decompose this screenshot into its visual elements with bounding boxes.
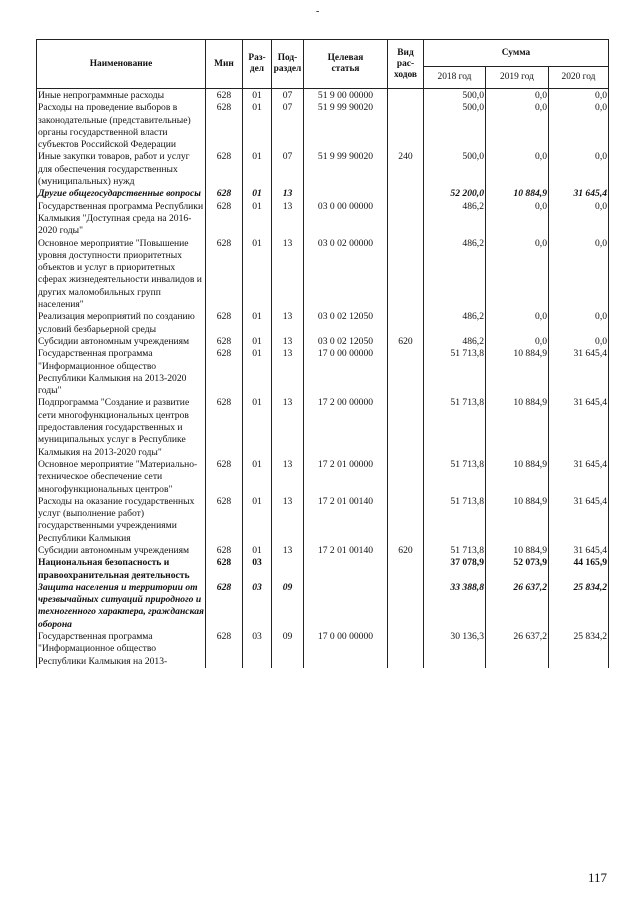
row-target-article: 17 0 00 00000 <box>304 631 388 668</box>
row-ministry: 628 <box>206 348 243 397</box>
row-ministry: 628 <box>206 496 243 545</box>
row-name: Подпрограмма "Создание и развитие сети многофункциональных центров предоставления государственных и муниципальных услуг в Республике Калмыкия на 2013-2020 годы" <box>37 397 206 458</box>
row-target-article <box>304 557 388 582</box>
row-name: Расходы на проведение выборов в законодательные (представительные) органы государственной власти субъектов Российской Федерации <box>37 102 206 151</box>
header-razdel: Раз- дел <box>243 40 272 89</box>
row-expense-type <box>388 557 424 582</box>
row-section: 01 <box>243 89 272 103</box>
row-ministry: 628 <box>206 397 243 458</box>
row-sum-2020: 0,0 <box>549 89 609 103</box>
row-subsection: 13 <box>272 201 304 238</box>
row-sum-2018: 486,2 <box>424 238 486 312</box>
row-subsection: 09 <box>272 631 304 668</box>
row-sum-2019: 10 884,9 <box>486 188 549 200</box>
row-sum-2018: 486,2 <box>424 336 486 348</box>
table-row <box>37 397 609 458</box>
row-name: Реализация мероприятий по созданию условий безбарьерной среды <box>37 311 206 336</box>
row-name: Государственная программа "Информационное общество Республики Калмыкия на 2013- <box>37 631 206 668</box>
row-section: 01 <box>243 238 272 312</box>
row-sum-2019: 0,0 <box>486 151 549 188</box>
row-subsection: 07 <box>272 151 304 188</box>
row-sum-2019: 10 884,9 <box>486 397 549 458</box>
header-podrazdel: Под- раздел <box>272 40 304 89</box>
row-expense-type: 620 <box>388 336 424 348</box>
header-2018: 2018 год <box>424 67 486 89</box>
row-sum-2020: 31 645,4 <box>549 459 609 496</box>
row-sum-2020: 31 645,4 <box>549 496 609 545</box>
row-section: 01 <box>243 336 272 348</box>
row-sum-2019: 0,0 <box>486 201 549 238</box>
row-name: Субсидии автономным учреждениям <box>37 545 206 557</box>
row-expense-type <box>388 582 424 631</box>
row-sum-2018: 486,2 <box>424 201 486 238</box>
table-row <box>37 631 609 668</box>
row-sum-2019: 10 884,9 <box>486 496 549 545</box>
row-sum-2019: 0,0 <box>486 311 549 336</box>
row-subsection: 07 <box>272 89 304 103</box>
row-target-article: 17 2 01 00000 <box>304 459 388 496</box>
row-ministry: 628 <box>206 631 243 668</box>
row-ministry: 628 <box>206 201 243 238</box>
row-sum-2018: 500,0 <box>424 151 486 188</box>
row-sum-2019: 0,0 <box>486 102 549 151</box>
row-name: Основное мероприятие "Материально-техническое обеспечение сети многофункциональных центров" <box>37 459 206 496</box>
row-name: Государственная программа "Информационное общество Республики Калмыкия на 2013-2020 годы" <box>37 348 206 397</box>
row-expense-type <box>388 201 424 238</box>
row-target-article: 17 0 00 00000 <box>304 348 388 397</box>
row-sum-2020: 0,0 <box>549 311 609 336</box>
row-name: Национальная безопасность и правоохранительная деятельность <box>37 557 206 582</box>
table-row <box>37 348 609 397</box>
table-row <box>37 89 609 103</box>
row-expense-type <box>388 311 424 336</box>
row-sum-2018: 52 200,0 <box>424 188 486 200</box>
row-name: Основное мероприятие "Повышение уровня доступности приоритетных объектов и услуг в приоритетных сферах жизнедеятельности инвалидов и других маломобильных групп населения" <box>37 238 206 312</box>
row-subsection: 13 <box>272 397 304 458</box>
row-ministry: 628 <box>206 557 243 582</box>
header-2019: 2019 год <box>486 67 549 89</box>
row-ministry: 628 <box>206 151 243 188</box>
row-expense-type <box>388 397 424 458</box>
row-sum-2019: 0,0 <box>486 89 549 103</box>
top-mark: - <box>316 6 320 17</box>
row-expense-type <box>388 89 424 103</box>
row-subsection: 13 <box>272 348 304 397</box>
row-target-article: 51 9 99 90020 <box>304 151 388 188</box>
row-target-article: 03 0 02 00000 <box>304 238 388 312</box>
table-row <box>37 188 609 200</box>
row-sum-2020: 31 645,4 <box>549 545 609 557</box>
budget-table <box>36 39 609 668</box>
row-section: 01 <box>243 201 272 238</box>
row-sum-2020: 25 834,2 <box>549 582 609 631</box>
row-expense-type <box>388 238 424 312</box>
row-target-article: 17 2 01 00140 <box>304 496 388 545</box>
header-name: Наименование <box>37 40 206 89</box>
row-sum-2019: 10 884,9 <box>486 545 549 557</box>
row-target-article: 17 2 01 00140 <box>304 545 388 557</box>
row-sum-2020: 44 165,9 <box>549 557 609 582</box>
row-subsection: 13 <box>272 188 304 200</box>
row-name: Другие общегосударственные вопросы <box>37 188 206 200</box>
table-row <box>37 459 609 496</box>
table-row <box>37 545 609 557</box>
row-section: 01 <box>243 397 272 458</box>
row-target-article: 03 0 00 00000 <box>304 201 388 238</box>
table-row <box>37 201 609 238</box>
row-section: 03 <box>243 582 272 631</box>
row-target-article: 03 0 02 12050 <box>304 336 388 348</box>
row-name: Иные закупки товаров, работ и услуг для обеспечения государственных (муниципальных) нужд <box>37 151 206 188</box>
row-ministry: 628 <box>206 545 243 557</box>
row-sum-2019: 10 884,9 <box>486 348 549 397</box>
header-sum: Сумма <box>424 40 609 67</box>
row-expense-type <box>388 459 424 496</box>
row-section: 01 <box>243 188 272 200</box>
row-sum-2020: 25 834,2 <box>549 631 609 668</box>
row-subsection: 13 <box>272 336 304 348</box>
row-subsection: 07 <box>272 102 304 151</box>
header-min: Мин <box>206 40 243 89</box>
row-target-article: 51 9 99 90020 <box>304 102 388 151</box>
row-sum-2020: 0,0 <box>549 151 609 188</box>
row-ministry: 628 <box>206 311 243 336</box>
row-sum-2019: 0,0 <box>486 238 549 312</box>
row-sum-2019: 10 884,9 <box>486 459 549 496</box>
row-section: 01 <box>243 496 272 545</box>
row-ministry: 628 <box>206 336 243 348</box>
table-row <box>37 496 609 545</box>
row-subsection: 13 <box>272 311 304 336</box>
row-sum-2020: 31 645,4 <box>549 397 609 458</box>
row-expense-type <box>388 631 424 668</box>
row-sum-2020: 0,0 <box>549 201 609 238</box>
row-sum-2018: 33 388,8 <box>424 582 486 631</box>
row-sum-2018: 51 713,8 <box>424 496 486 545</box>
row-sum-2020: 0,0 <box>549 336 609 348</box>
row-sum-2019: 26 637,2 <box>486 582 549 631</box>
row-name: Расходы на оказание государственных услуг (выполнение работ) государственными учреждениями Республики Калмыкия <box>37 496 206 545</box>
row-subsection: 13 <box>272 496 304 545</box>
row-expense-type <box>388 348 424 397</box>
row-expense-type: 240 <box>388 151 424 188</box>
row-section: 01 <box>243 102 272 151</box>
row-sum-2018: 30 136,3 <box>424 631 486 668</box>
table-row <box>37 151 609 188</box>
row-expense-type <box>388 102 424 151</box>
row-subsection: 13 <box>272 459 304 496</box>
row-expense-type: 620 <box>388 545 424 557</box>
row-ministry: 628 <box>206 238 243 312</box>
row-target-article <box>304 582 388 631</box>
row-subsection: 13 <box>272 238 304 312</box>
row-name: Государственная программа Республики Калмыкия "Доступная среда на 2016-2020 годы" <box>37 201 206 238</box>
table-row <box>37 102 609 151</box>
table-row <box>37 311 609 336</box>
table-row <box>37 238 609 312</box>
row-sum-2018: 51 713,8 <box>424 545 486 557</box>
row-name: Иные непрограммные расходы <box>37 89 206 103</box>
row-sum-2020: 31 645,4 <box>549 348 609 397</box>
header-vid: Вид рас- ходов <box>388 40 424 89</box>
row-sum-2019: 26 637,2 <box>486 631 549 668</box>
row-sum-2018: 51 713,8 <box>424 397 486 458</box>
row-ministry: 628 <box>206 582 243 631</box>
row-sum-2020: 0,0 <box>549 238 609 312</box>
row-name: Защита населения и территории от чрезвычайных ситуаций природного и техногенного характера, гражданская оборона <box>38 581 204 630</box>
row-subsection: 13 <box>272 545 304 557</box>
page-number: 117 <box>588 870 608 885</box>
row-target-article: 51 9 00 00000 <box>304 89 388 103</box>
row-section: 01 <box>243 348 272 397</box>
row-subsection: 09 <box>272 582 304 631</box>
row-sum-2018: 51 713,8 <box>424 459 486 496</box>
header-2020: 2020 год <box>549 67 609 89</box>
row-section: 01 <box>243 459 272 496</box>
row-sum-2019: 0,0 <box>486 336 549 348</box>
row-sum-2020: 0,0 <box>549 102 609 151</box>
row-sum-2018: 500,0 <box>424 102 486 151</box>
row-ministry: 628 <box>206 102 243 151</box>
table-row <box>37 336 609 348</box>
row-sum-2019: 52 073,9 <box>486 557 549 582</box>
row-section: 03 <box>243 631 272 668</box>
row-sum-2018: 51 713,8 <box>424 348 486 397</box>
row-ministry: 628 <box>206 188 243 200</box>
header-target: Целевая статья <box>304 40 388 89</box>
row-section: 01 <box>243 311 272 336</box>
row-sum-2020: 31 645,4 <box>549 188 609 200</box>
row-name: Субсидии автономным учреждениям <box>37 336 206 348</box>
table-row <box>37 557 609 582</box>
row-section: 01 <box>243 545 272 557</box>
row-section: 01 <box>243 151 272 188</box>
row-target-article: 17 2 00 00000 <box>304 397 388 458</box>
table-row <box>37 582 609 631</box>
row-target-article <box>304 188 388 200</box>
row-section: 03 <box>243 557 272 582</box>
row-subsection <box>272 557 304 582</box>
row-target-article: 03 0 02 12050 <box>304 311 388 336</box>
row-sum-2018: 37 078,9 <box>424 557 486 582</box>
row-expense-type <box>388 188 424 200</box>
row-ministry: 628 <box>206 89 243 103</box>
row-sum-2018: 486,2 <box>424 311 486 336</box>
row-expense-type <box>388 496 424 545</box>
row-ministry: 628 <box>206 459 243 496</box>
row-sum-2018: 500,0 <box>424 89 486 103</box>
